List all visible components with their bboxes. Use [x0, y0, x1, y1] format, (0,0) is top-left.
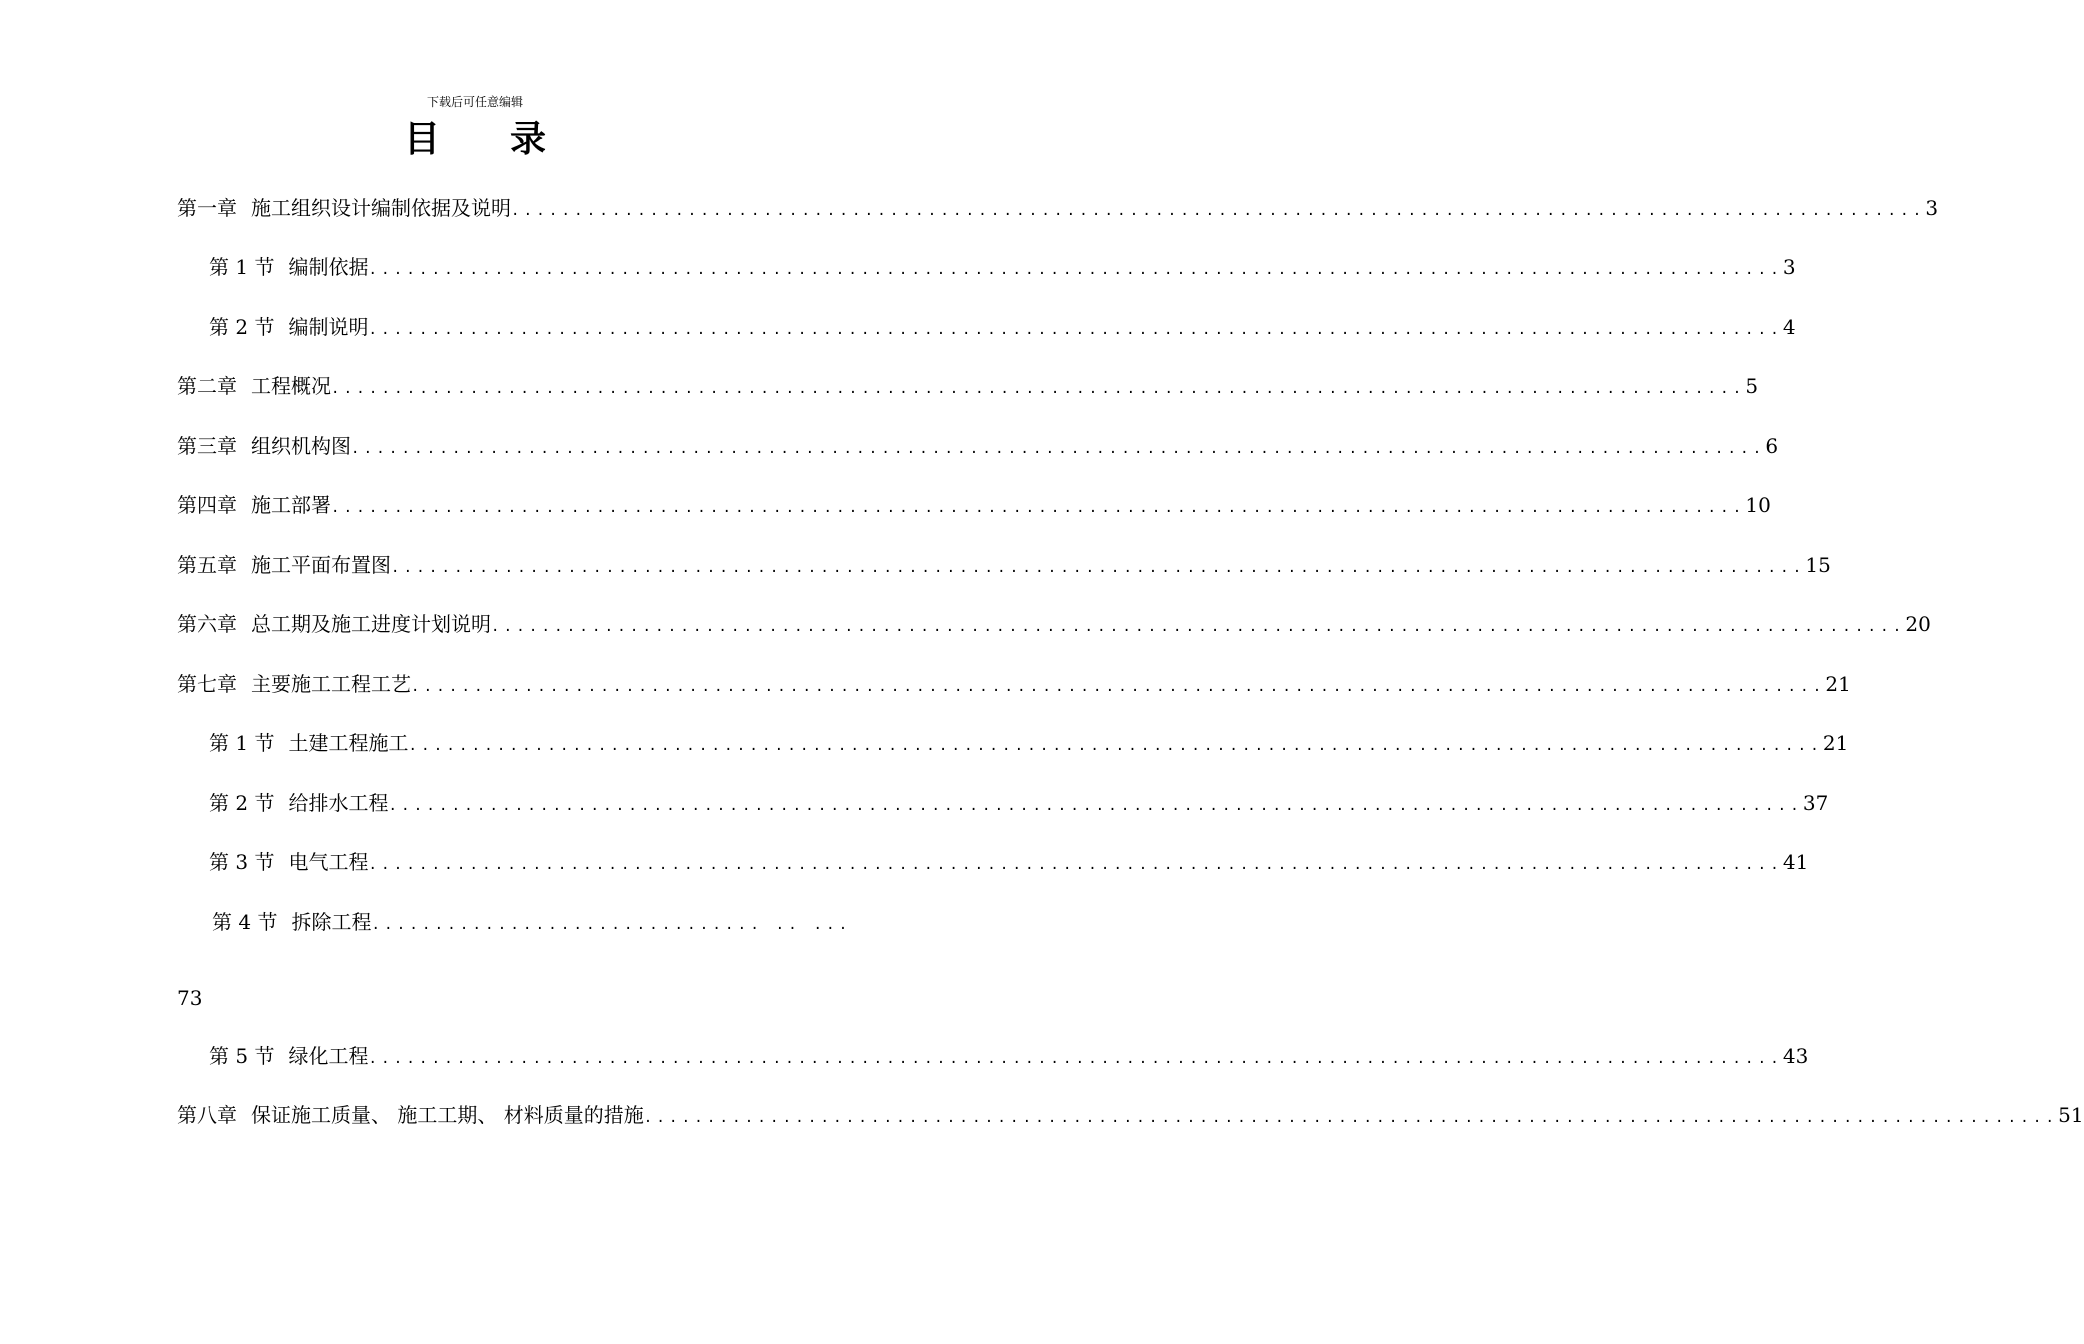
toc-entry-title: 给排水工程 — [288, 791, 389, 815]
toc-leader-dots: ................................................................................................................ — [368, 262, 1783, 278]
toc-entry-section-7-3[interactable] — [209, 847, 1809, 877]
toc-entry-number: 第四章 — [177, 493, 237, 517]
toc-entry-number: 第 4 节 — [212, 910, 278, 934]
toc-entry-number: 第 2 节 — [209, 315, 275, 339]
toc-leader-dots: ................................................................................................................ — [491, 619, 1906, 635]
toc-entry-page: 10 — [1745, 493, 1771, 517]
toc-entry-page: 51 — [2058, 1103, 2084, 1127]
toc-entry-number: 第六章 — [177, 612, 237, 636]
toc-entry-chapter-4[interactable] — [177, 490, 1771, 520]
toc-entry-title: 施工组织设计编制依据及说明 — [251, 196, 511, 220]
toc-leader-dots: ................................................................................................................ — [391, 560, 1806, 576]
toc-entry-page: 4 — [1782, 315, 1796, 339]
toc-leader-dots: ................................................................................................................ — [368, 322, 1783, 338]
toc-entry-number: 第 3 节 — [209, 850, 275, 874]
toc-leader-dots: ................................................................................................................ — [388, 798, 1803, 814]
toc-entry-page: 37 — [1802, 791, 1829, 815]
toc-wrapped-page-number: 73 — [177, 986, 203, 1010]
toc-entry-number: 第 5 节 — [209, 1044, 275, 1068]
toc-entry-page: 43 — [1782, 1044, 1809, 1068]
toc-entry-title: 组织机构图 — [251, 434, 351, 458]
toc-entry-chapter-8[interactable] — [177, 1100, 2084, 1130]
toc-entry-title: 拆除工程 — [291, 910, 372, 934]
toc-leader-dots: ................................................................................................................ — [408, 738, 1823, 754]
toc-entry-number: 第三章 — [177, 434, 237, 458]
toc-entry-chapter-5[interactable] — [177, 550, 1831, 580]
toc-entry-chapter-7[interactable] — [177, 669, 1851, 699]
toc-entry-number: 第 2 节 — [209, 791, 275, 815]
toc-entry-title: 编制说明 — [288, 315, 369, 339]
toc-entry-number: 第二章 — [177, 374, 237, 398]
toc-leader-dots: ................................................................................................................ — [368, 1051, 1783, 1067]
toc-leader-dots: ................................................................................................................ — [643, 1110, 2059, 1126]
toc-entry-number: 第七章 — [177, 672, 237, 696]
toc-entry-section-7-2[interactable] — [209, 788, 1829, 818]
toc-leader-dots: ................................................................................................................ — [368, 857, 1783, 873]
toc-entry-title: 电气工程 — [288, 850, 369, 874]
toc-entry-title: 工程概况 — [251, 374, 331, 398]
toc-entry-page: 3 — [1925, 196, 1939, 220]
toc-entry-chapter-3[interactable] — [177, 431, 1779, 461]
toc-entry-title: 土建工程施工 — [288, 731, 409, 755]
toc-entry-page: 3 — [1782, 255, 1796, 279]
toc-entry-page: 21 — [1822, 731, 1849, 755]
toc-entry-page: 6 — [1765, 434, 1779, 458]
toc-entry-title: 主要施工工程工艺 — [251, 672, 411, 696]
toc-leader-dots: ................................................................................................................ — [411, 679, 1826, 695]
toc-entry-number: 第 1 节 — [209, 731, 275, 755]
toc-leader-dots: ................................................................................................................ — [331, 381, 1746, 397]
toc-entry-page: 20 — [1905, 612, 1931, 636]
toc-entry-title: 编制依据 — [288, 255, 369, 279]
toc-entry-page: 41 — [1782, 850, 1809, 874]
toc-entry-title: 保证施工质量、 施工工期、 材料质量的措施 — [251, 1103, 644, 1127]
toc-entry-section-7-5[interactable] — [209, 1041, 1809, 1071]
toc-entry-section-7-4[interactable] — [212, 907, 853, 937]
toc-entry-number: 第五章 — [177, 553, 237, 577]
toc-leader-dots: ................................................................................................................ — [351, 441, 1766, 457]
toc-title: 目录 — [403, 118, 616, 160]
toc-entry-page: 5 — [1745, 374, 1759, 398]
toc-entry-number: 第一章 — [177, 196, 237, 220]
toc-entry-section-7-1[interactable] — [209, 728, 1849, 758]
toc-entry-title: 施工平面布置图 — [251, 553, 391, 577]
toc-leader-dots: ................................................................................................................ — [511, 203, 1926, 219]
toc-entry-chapter-6[interactable] — [177, 609, 1931, 639]
toc-entry-section-1-2[interactable] — [209, 312, 1796, 342]
toc-entry-number: 第 1 节 — [209, 255, 275, 279]
toc-leader-dots: ................................................................................................................ — [331, 500, 1746, 516]
toc-entry-title: 总工期及施工进度计划说明 — [251, 612, 491, 636]
toc-entry-section-1-1[interactable] — [209, 252, 1796, 282]
header-note: 下载后可任意编辑 — [426, 95, 523, 109]
toc-leader-dots: ............................... .. ... — [371, 917, 852, 933]
toc-entry-chapter-1[interactable] — [177, 193, 1939, 223]
toc-entry-page: 15 — [1805, 553, 1831, 577]
toc-entry-page: 21 — [1825, 672, 1851, 696]
toc-entry-number: 第八章 — [177, 1103, 237, 1127]
toc-entry-chapter-2[interactable] — [177, 371, 1759, 401]
toc-entry-title: 绿化工程 — [288, 1044, 369, 1068]
toc-entry-title: 施工部署 — [251, 493, 331, 517]
